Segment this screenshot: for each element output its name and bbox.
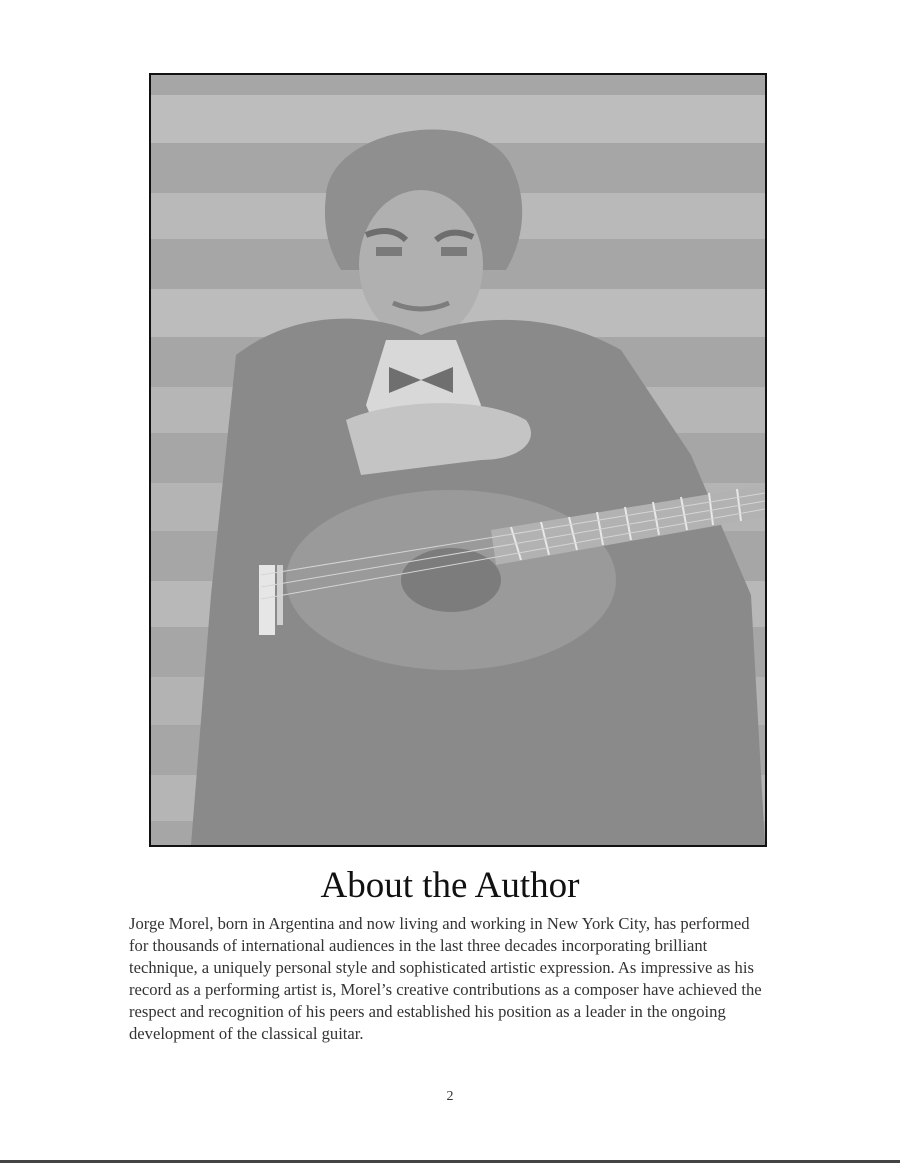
author-bio: Jorge Morel, born in Argentina and now living and working in New York City, has performed for thousands of international audiences in the last three decades incorporating brilliant technique, a uniquely personal style and sophisticated artistic expression. As impressive as his record as a performing artist is, Morel’s creative contributions as a composer have achieved the respect and recognition of his peers and established his position as a leader in the ongoing development of the classical guitar. [129,914,762,1043]
author-photo [149,73,767,847]
page-number: 2 [446,1089,454,1104]
page-bottom-rule [0,1160,900,1163]
page-heading: About the Author [320,865,580,906]
author-photo-image [151,75,765,845]
